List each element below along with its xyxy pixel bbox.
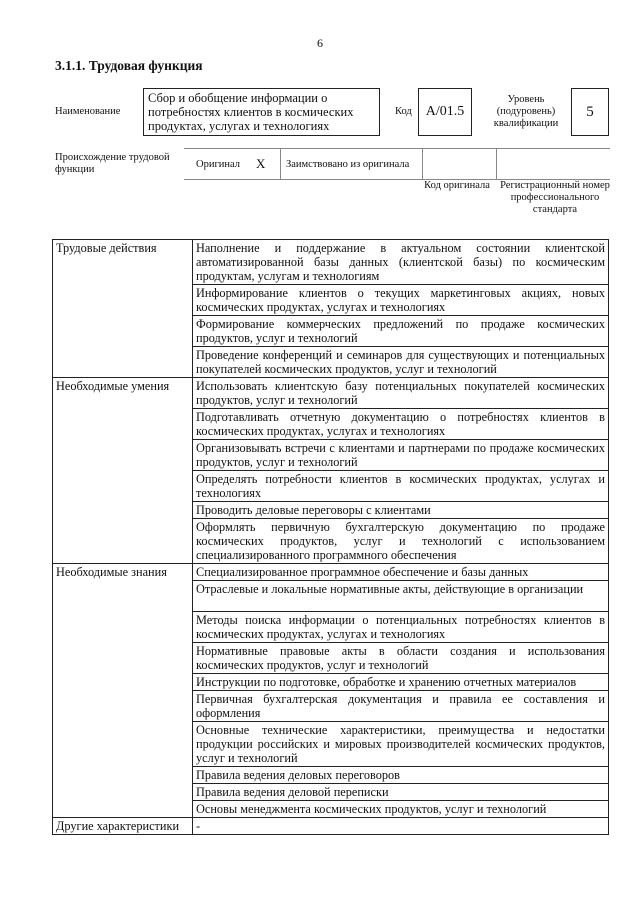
- table-row: [53, 818, 609, 835]
- knowledge-item: Инструкции по подготовке, обработке и хранению отчетных материалов: [193, 674, 609, 691]
- origin-divider: [280, 149, 281, 179]
- reg-number-caption: Регистрационный номер профессионального стандарта: [500, 180, 610, 215]
- table-row: [53, 240, 609, 285]
- labor-action-item: Формирование коммерческих предложений по продаже космических продуктов, услуг и технологий: [193, 316, 609, 347]
- original-label: Оригинал: [196, 158, 240, 170]
- labor-action-item: Информирование клиентов о текущих маркетинговых акциях, новых космических продуктах, услугах и технологиях: [193, 285, 609, 316]
- labor-action-item: Проведение конференций и семинаров для существующих и потенциальных покупателей космических продуктов, услуг и технологий: [193, 347, 609, 378]
- knowledge-item: Нормативные правовые акты в области создания и использования космических продуктов, услуг и технологий: [193, 643, 609, 674]
- level-label: Уровень (подуровень) квалификации: [493, 94, 559, 129]
- table-row: [53, 378, 609, 409]
- original-mark: X: [256, 156, 266, 171]
- origin-label: Происхождение трудовой функции: [55, 152, 170, 175]
- skill-item: Проводить деловые переговоры с клиентами: [193, 502, 609, 519]
- knowledge-item: Правила ведения деловой переписки: [193, 784, 609, 801]
- borrowed-label: Заимствовано из оригинала: [286, 158, 410, 170]
- code-original-caption: Код оригинала: [424, 180, 490, 191]
- origin-divider: [496, 149, 497, 179]
- page-number: 6: [317, 36, 323, 50]
- code-box: [418, 88, 472, 136]
- code-value: A/01.5: [425, 104, 465, 119]
- knowledge-item: Основные технические характеристики, преимущества и недостатки продукции российских и мировых производителей космических продуктов, услуг и технологий: [193, 722, 609, 767]
- knowledge-item: Специализированное программное обеспечение и базы данных: [193, 564, 609, 581]
- knowledge-item: Методы поиска информации о потенциальных потребностях клиентов в космических продуктах, услугах и технологиях: [193, 612, 609, 643]
- origin-divider: [422, 149, 423, 179]
- table-row: [53, 564, 609, 581]
- knowledge-item: Основы менеджмента космических продуктов, услуг и технологий: [193, 801, 609, 818]
- skill-item: Определять потребности клиентов в космических продуктах, услугах и технологиях: [193, 471, 609, 502]
- origin-row: [184, 148, 610, 180]
- knowledge-item: Первичная бухгалтерская документация и правила ее составления и оформления: [193, 691, 609, 722]
- skill-item: Организовывать встречи с клиентами и партнерами по продаже космических продуктов, услуг и технологий: [193, 440, 609, 471]
- function-name-value: Сбор и обобщение информации о потребностях клиентов в космических продуктах, услугах и технологиях: [148, 91, 354, 133]
- row-label-required-skills: Необходимые умения: [53, 378, 193, 564]
- row-label-other-characteristics: Другие характеристики: [53, 818, 193, 835]
- section-title: 3.1.1. Трудовая функция: [55, 58, 203, 73]
- skill-item: Подготавливать отчетную документацию о потребностях клиентов в космических продуктах, услугах и технологиях: [193, 409, 609, 440]
- skill-item: Использовать клиентскую базу потенциальных покупателей космических продуктов, услуг и технологий: [193, 378, 609, 409]
- function-table: [52, 239, 609, 835]
- other-characteristics-item: -: [193, 818, 609, 835]
- level-value: 5: [586, 103, 594, 120]
- name-label: Наименование: [55, 106, 121, 117]
- knowledge-item: Правила ведения деловых переговоров: [193, 767, 609, 784]
- row-label-labor-actions: Трудовые действия: [53, 240, 193, 378]
- skill-item: Оформлять первичную бухгалтерскую документацию по продаже космических продуктов, услуг и технологий с использованием специализированного программного обеспечения: [193, 519, 609, 564]
- labor-action-item: Наполнение и поддержание в актуальном состоянии клиентской автоматизированной базы данных (клиентской базы) по космическим продуктам, услугам и технологиям: [193, 240, 609, 285]
- function-name-box: [143, 88, 380, 136]
- level-box: [571, 88, 609, 136]
- code-label: Код: [395, 106, 412, 117]
- knowledge-item: Отраслевые и локальные нормативные акты, действующие в организации: [193, 581, 609, 612]
- row-label-required-knowledge: Необходимые знания: [53, 564, 193, 818]
